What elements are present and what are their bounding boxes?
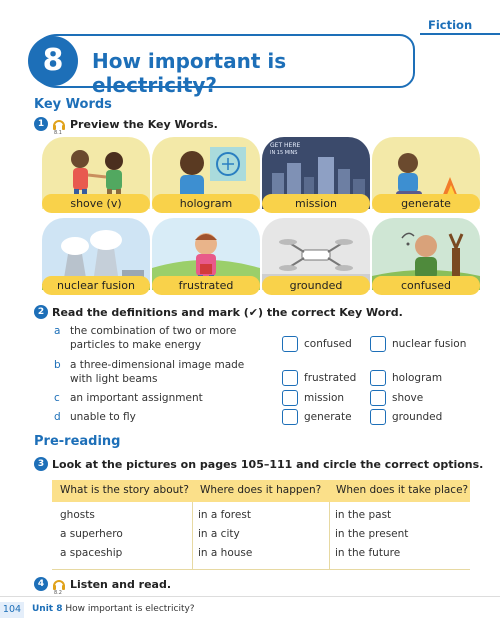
option-story[interactable]: a spaceship <box>60 547 123 559</box>
keyword-hologram: hologram <box>152 194 260 213</box>
definition-letter: c <box>54 392 60 404</box>
table-header-row <box>52 480 470 502</box>
svg-text:GET HERE: GET HERE <box>270 142 301 149</box>
keyword-frustrated: frustrated <box>152 276 260 295</box>
activity-3-instruction: Look at the pictures on pages 105–111 and circle the correct options. <box>52 458 484 471</box>
option-when[interactable]: in the past <box>335 509 392 521</box>
table-header-cell: What is the story about? <box>60 484 189 496</box>
definition-letter: d <box>54 411 61 423</box>
activity-1-instruction: Preview the Key Words. <box>70 118 218 131</box>
unit-title-bar <box>30 34 415 97</box>
keyword-shove: shove (v) <box>42 194 150 213</box>
option-when[interactable]: in the future <box>335 547 401 559</box>
keyword-confused: confused <box>372 276 480 295</box>
definition-letter: b <box>54 359 61 371</box>
keyword-grounded: grounded <box>262 276 370 295</box>
definition-text: a three-dimensional image made with light beams <box>70 359 245 385</box>
option-where[interactable]: in a forest <box>198 509 251 521</box>
option-label: confused <box>304 338 352 350</box>
option-label: shove <box>392 392 424 404</box>
column-divider <box>192 502 193 570</box>
unit-title: How important is electricity? <box>92 49 287 97</box>
definition-text: an important assignment <box>70 392 203 404</box>
option-story[interactable]: ghosts <box>60 509 95 521</box>
checkbox-generate[interactable] <box>282 409 298 425</box>
table-header-cell: When does it take place? <box>336 484 469 496</box>
option-label: nuclear fusion <box>392 338 467 350</box>
headphones-icon[interactable] <box>52 116 66 130</box>
page-number: 104 <box>0 602 24 618</box>
activity-3-number: 3 <box>34 457 48 471</box>
option-label: grounded <box>392 411 443 423</box>
activity-4-instruction: Listen and read. <box>70 578 172 591</box>
option-label: mission <box>304 392 345 404</box>
option-label: hologram <box>392 372 443 384</box>
checkbox-confused[interactable] <box>282 336 298 352</box>
footer-unit-name: How important is electricity? <box>65 604 195 614</box>
table-header-cell: Where does it happen? <box>200 484 322 496</box>
key-words-heading: Key Words <box>34 97 112 112</box>
checkbox-shove[interactable] <box>370 390 386 406</box>
headphones-icon[interactable] <box>52 576 66 590</box>
checkbox-mission[interactable] <box>282 390 298 406</box>
activity-2-instruction: Read the definitions and mark (✔) the correct Key Word. <box>52 306 403 319</box>
definition-letter: a <box>54 325 61 337</box>
keyword-nuclear-fusion: nuclear fusion <box>42 276 150 295</box>
fiction-label: Fiction <box>428 18 473 32</box>
track-number: 8.2 <box>54 590 62 596</box>
footer-unit-label: Unit 8 <box>32 604 63 614</box>
option-when[interactable]: in the present <box>335 528 409 540</box>
checkbox-nuclear-fusion[interactable] <box>370 336 386 352</box>
checkbox-frustrated[interactable] <box>282 370 298 386</box>
checkbox-grounded[interactable] <box>370 409 386 425</box>
option-label: frustrated <box>304 372 357 384</box>
keyword-mission: mission <box>262 194 370 213</box>
fiction-tag <box>420 18 500 35</box>
keyword-generate: generate <box>372 194 480 213</box>
unit-number: 8 <box>28 36 78 86</box>
option-where[interactable]: in a city <box>198 528 240 540</box>
definition-text: unable to fly <box>70 411 136 423</box>
pre-reading-heading: Pre-reading <box>34 434 121 449</box>
checkbox-hologram[interactable] <box>370 370 386 386</box>
track-number: 8.1 <box>54 130 62 136</box>
column-divider <box>329 502 330 570</box>
option-story[interactable]: a superhero <box>60 528 123 540</box>
activity-4-number: 4 <box>34 577 48 591</box>
svg-text:IN 15 MINS: IN 15 MINS <box>270 150 298 156</box>
footer-unit-title <box>32 604 195 614</box>
option-label: generate <box>304 411 352 423</box>
activity-2-number: 2 <box>34 305 48 319</box>
footer-divider <box>0 596 500 597</box>
option-where[interactable]: in a house <box>198 547 253 559</box>
activity-1-number: 1 <box>34 117 48 131</box>
definition-text: the combination of two or more particles to make energy <box>70 325 237 351</box>
